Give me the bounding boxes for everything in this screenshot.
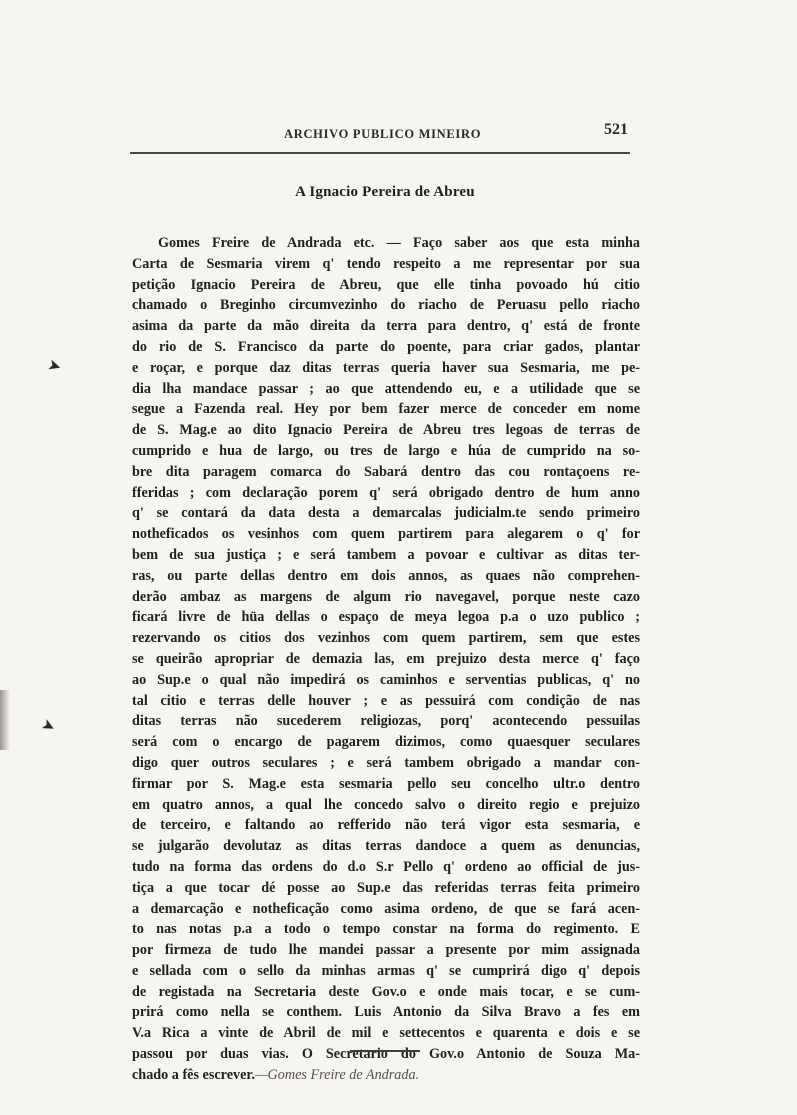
closing-text: chado a fês escrever. [132, 1066, 255, 1083]
signature: —Gomes Freire de Andrada. [254, 1066, 420, 1083]
text-line: ficará livre de hüa dellas o espaço de meya legoa p.a o uzo publico ; [132, 609, 640, 626]
margin-arrow-mark-icon: ➤ [38, 713, 60, 738]
text-line: tiça a que tocar dé posse ao Sup.e das referidas terras feita primeiro [132, 879, 640, 896]
text-line: ao Sup.e o qual não impedirá os caminhos e serventias publicas, q' no [132, 671, 640, 688]
text-line: ras, ou parte dellas dentro em dois annos, as quaes não comprehen- [132, 567, 640, 584]
text-line-final [132, 1065, 640, 1086]
text-line: em quatro annos, a qual lhe concedo salvo o direito regio e prejuizo [132, 796, 640, 813]
text-line: rezervando os citios dos vezinhos com quem partirem, sem que estes [132, 630, 640, 647]
header-rule [130, 152, 630, 154]
text-line: ditas terras não sucederem religiozas, porq' acontecendo pessuilas [132, 713, 640, 730]
text-line: asima da parte da mão direita da terra para dentro, q' está de fronte [132, 318, 640, 335]
text-line: passou por duas vias. O Secretario do Gov.o Antonio de Souza Ma- [132, 1046, 640, 1063]
page-header [130, 121, 640, 147]
text-line: to nas notas p.a a todo o tempo constar na forma do regimento. E [132, 921, 640, 938]
text-line: prirá como nella se conthem. Luis Antonio da Silva Bravo a fes em [132, 1004, 640, 1021]
text-line: notheficados os vesinhos com quem partirem para alegarem o q' for [132, 526, 640, 543]
text-line: chamado o Breginho circumvezinho do riacho de Peruasu pello riacho [132, 297, 640, 314]
text-line: fferidas ; com declaração porem q' será obrigado dentro de hum anno [132, 484, 640, 501]
text-line: q' se contará da data desta a demarcalas judicialm.te sendo primeiro [132, 505, 640, 522]
text-line: do rio de S. Francisco da parte do poente, para criar gados, plantar [132, 338, 640, 355]
text-line: V.a Rica a vinte de Abril de mil e settecentos e quarenta e dois e se [132, 1025, 640, 1042]
text-line: derão ambaz as margens de algum rio navegavel, porque neste cazo [132, 588, 640, 605]
text-line: tal citio e terras delle houver ; e as pessuirá com condição de nas [132, 692, 640, 709]
text-line: e sellada com o sello da minhas armas q' se cumprirá digo q' depois [132, 962, 640, 979]
end-rule [350, 1050, 420, 1052]
running-head: ARCHIVO PUBLICO MINEIRO [284, 127, 482, 141]
text-line: bem de sua justiça ; e será tambem a povoar e cultivar as ditas ter- [132, 546, 640, 563]
text-line: por firmeza de tudo lhe mandei passar a presente por mim assignada [132, 942, 640, 959]
text-line: Carta de Sesmaria virem q' tendo respeito a me representar por sua [132, 255, 640, 272]
text-line: de registada na Secretaria deste Gov.o e onde mais tocar, e se cum- [132, 983, 640, 1000]
text-line: petição Ignacio Pereira de Abreu, que elle tinha povoado hú citio [132, 276, 640, 293]
text-line: cumprido e hua de largo, ou tres de largo e húa de cumprido na so- [132, 442, 640, 459]
text-line: a demarcação e notheficação como asima ordeno, de que se fará acen- [132, 900, 640, 917]
text-line: dia lha mandace passar ; ao que attendendo eu, e a utilidade que se [132, 380, 640, 397]
body-text [132, 233, 640, 1086]
page-edge-shadow [0, 690, 10, 750]
text-line: segue a Fazenda real. Hey por bem fazer merce de conceder em nome [132, 401, 640, 418]
document-title: A Ignacio Pereira de Abreu [295, 184, 475, 200]
text-line: e roçar, e porque daz ditas terras queria haver sua Sesmaria, me pe- [132, 359, 640, 376]
margin-arrow-mark-icon: ➤ [45, 354, 65, 377]
text-line: Gomes Freire de Andrada etc. — Faço saber aos que esta minha [158, 235, 640, 251]
text-line: de terceiro, e faltando ao refferido não terá vigor esta sesmaria, e [132, 817, 640, 834]
text-line: digo quer outros seculares ; e será tambem obrigado a mandar con- [132, 754, 640, 771]
text-line: será com o encargo de pagarem dizimos, como quaesquer seculares [132, 734, 640, 751]
page-number: 521 [604, 121, 628, 138]
text-line: de S. Mag.e ao dito Ignacio Pereira de Abreu tres legoas de terras de [132, 422, 640, 439]
text-line: tudo na forma das ordens do d.o S.r Pello q' ordeno ao official de jus- [132, 858, 640, 875]
text-line: firmar por S. Mag.e esta sesmaria pello seu concelho ultr.o dentro [132, 775, 640, 792]
text-line: bre dita paragem comarca do Sabará dentro das cou rontaçoens re- [132, 463, 640, 480]
text-line: se julgarão devolutaz as ditas terras dandoce a quem as denuncias, [132, 838, 640, 855]
text-line: se queirão apropriar de demazia las, em prejuizo desta merce q' faço [132, 650, 640, 667]
